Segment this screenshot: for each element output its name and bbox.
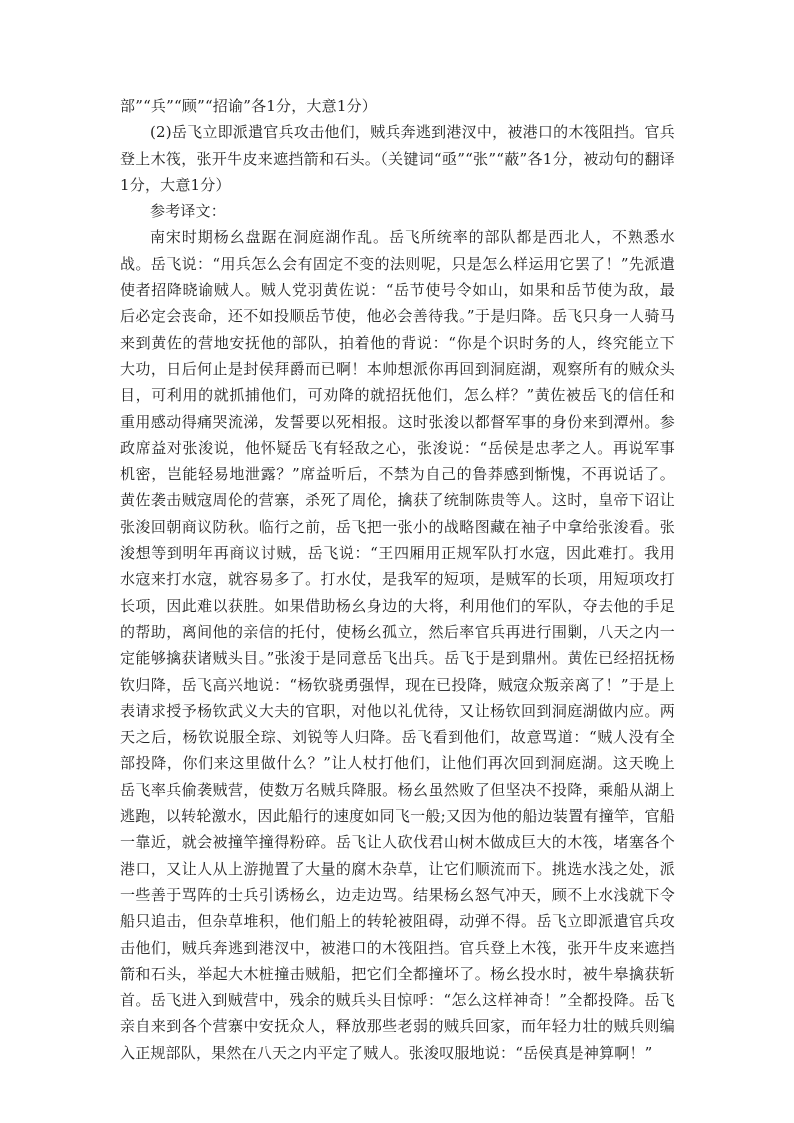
document-body [120,93,675,1066]
translation-body: 南宋时期杨幺盘踞在洞庭湖作乱。岳飞所统率的部队都是西北人，不熟悉水战。岳飞说：“用兵怎么会有固定不变的法则呢，只是怎么样运用它罢了！”先派遣使者招降晓谕贼人。贼人党羽黄佐说：“岳节使号令如山，如果和岳节使为敌，最后必定会丧命，还不如投顺岳节使，他必会善待我。”于是归降。岳飞只身一人骑马来到黄佐的营地安抚他的部队，拍着他的背说：“你是个识时务的人，终究能立下大功，日后何止是封侯拜爵而已啊！本帅想派你再回到洞庭湖，观察所有的贼众头目，可利用的就抓捕他们，可劝降的就招抚他们，怎么样？”黄佐被岳飞的信任和重用感动得痛哭流涕，发誓要以死相报。这时张浚以都督军事的身份来到潭州。参政席益对张浚说，他怀疑岳飞有轻敌之心，张浚说：“岳侯是忠孝之人。再说军事机密，岂能轻易地泄露？”席益听后，不禁为自己的鲁莽感到惭愧，不再说话了。黄佐袭击贼寇周伦的营寨，杀死了周伦，擒获了统制陈贵等人。这时，皇帝下诏让张浚回朝商议防秋。临行之前，岳飞把一张小的战略图藏在袖子中拿给张浚看。张浚想等到明年再商议讨贼，岳飞说：“王四厢用正规军队打水寇，因此难打。我用水寇来打水寇，就容易多了。打水仗，是我军的短项，是贼军的长项，用短项攻打长项，因此难以获胜。如果借助杨幺身边的大将，利用他们的军队，夺去他的手足的帮助，离间他的亲信的托付，使杨幺孤立，然后率官兵再进行围剿，八天之内一定能够擒获诸贼头目。”张浚于是同意岳飞出兵。岳飞于是到鼎州。黄佐已经招抚杨钦归降，岳飞高兴地说：“杨钦骁勇强悍，现在已投降，贼寇众叛亲离了！”于是上表请求授予杨钦武义大夫的官职，对他以礼优待，又让杨钦回到洞庭湖做内应。两天之后，杨钦说服全琮、刘锐等人归降。岳飞看到他们，故意骂道：“贼人没有全部投降，你们来这里做什么？”让人杖打他们，让他们再次回到洞庭湖。这天晚上岳飞率兵偷袭贼营，使数万名贼兵降服。杨幺虽然败了但坚决不投降，乘船从湖上逃跑，以转轮激水，因此船行的速度如同飞一般;又因为他的船边装置有撞竿，官船一靠近，就会被撞竿撞得粉碎。岳飞让人砍伐君山树木做成巨大的木筏，堵塞各个港口，又让人从上游抛置了大量的腐木杂草，让它们顺流而下。挑选水浅之处，派一些善于骂阵的士兵引诱杨幺，边走边骂。结果杨幺怒气冲天，顾不上水浅就下令船只追击，但杂草堆积，他们船上的转轮被阻碍，动弹不得。岳飞立即派遣官兵攻击他们，贼兵奔逃到港汊中，被港口的木筏阻挡。官兵登上木筏，张开牛皮来遮挡箭和石头，举起大木桩撞击贼船，把它们全都撞坏了。杨幺投水时，被牛皋擒获斩首。岳飞进入到贼营中，残余的贼兵头目惊呼：“怎么这样神奇！”全都投降。岳飞亲自来到各个营寨中安抚众人，释放那些老弱的贼兵回家，而年轻力壮的贼兵则编入正规部队，果然在八天之内平定了贼人。张浚叹服地说：“岳侯真是神算啊！” [120,228,675,1062]
translation-heading: 参考译文： [150,202,227,221]
answer-2: (2)岳飞立即派遣官兵攻击他们，贼兵奔逃到港汊中，被港口的木筏阻挡。官兵登上木筏，张开牛皮来遮挡箭和石头。（关键词“亟”“张”“蔽”各1分，被动句的翻译1分，大意1分） [120,123,675,194]
answer-line-1: 部”“兵”“顾”“招谕”各1分，大意1分） [120,97,377,115]
